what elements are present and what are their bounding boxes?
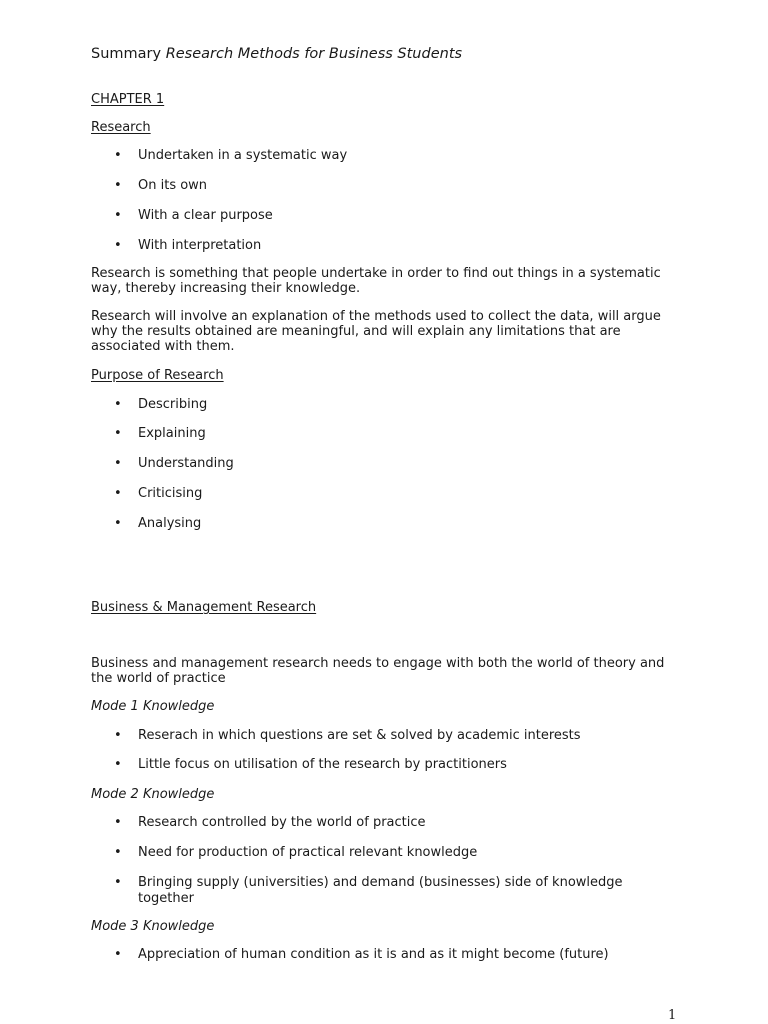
list-item: Explaining (138, 426, 206, 441)
list-item: Describing (138, 397, 208, 412)
list-item: Research controlled by the world of practice (138, 815, 426, 830)
bullet: • (114, 516, 122, 531)
bullet: • (114, 426, 122, 441)
title-prefix: Summary (91, 46, 166, 62)
business-management-heading: Business & Management Research (91, 600, 317, 615)
bullet: • (114, 238, 122, 253)
list-item: Bringing supply (universities) and demand (businesses) side of knowledge together (138, 875, 623, 906)
list-item: Need for production of practical relevant knowledge (138, 845, 478, 860)
mode2-heading: Mode 2 Knowledge (91, 787, 215, 802)
list-item: Analysing (138, 516, 202, 531)
bullet: • (114, 875, 122, 890)
bullet: • (114, 148, 122, 163)
list-item: With a clear purpose (138, 208, 273, 223)
bullet: • (114, 845, 122, 860)
paragraph-business-research: Business and management research needs to engage with both the world of theory and the world of practice (91, 656, 665, 686)
bullet: • (114, 757, 122, 772)
paragraph-research-definition: Research is something that people undertake in order to find out things in a systematic way, thereby increasing their knowledge. (91, 266, 661, 296)
paragraph-research-explanation: Research will involve an explanation of the methods used to collect the data, will argue why the results obtained are meaningful, and will explain any limitations that are associated with them. (91, 309, 661, 354)
list-item: On its own (138, 178, 208, 193)
bullet: • (114, 397, 122, 412)
bullet: • (114, 178, 122, 193)
document-title (91, 45, 462, 63)
purpose-heading: Purpose of Research (91, 368, 224, 383)
list-item: Criticising (138, 486, 203, 501)
list-item: Reserach in which questions are set & solved by academic interests (138, 728, 581, 743)
bullet: • (114, 456, 122, 471)
mode3-heading: Mode 3 Knowledge (91, 919, 215, 934)
title-book-name: Research Methods for Business Students (165, 46, 463, 62)
list-item: With interpretation (138, 238, 262, 253)
bullet: • (114, 815, 122, 830)
bullet: • (114, 728, 122, 743)
list-item: Understanding (138, 456, 234, 471)
list-item: Undertaken in a systematic way (138, 148, 348, 163)
page-number: 1 (668, 1008, 677, 1023)
list-item: Appreciation of human condition as it is and as it might become (future) (138, 947, 609, 962)
bullet: • (114, 947, 122, 962)
bullet: • (114, 486, 122, 501)
chapter-heading: CHAPTER 1 (91, 92, 165, 107)
mode1-heading: Mode 1 Knowledge (91, 699, 215, 714)
list-item: Little focus on utilisation of the research by practitioners (138, 757, 507, 772)
research-heading: Research (91, 120, 151, 135)
bullet: • (114, 208, 122, 223)
